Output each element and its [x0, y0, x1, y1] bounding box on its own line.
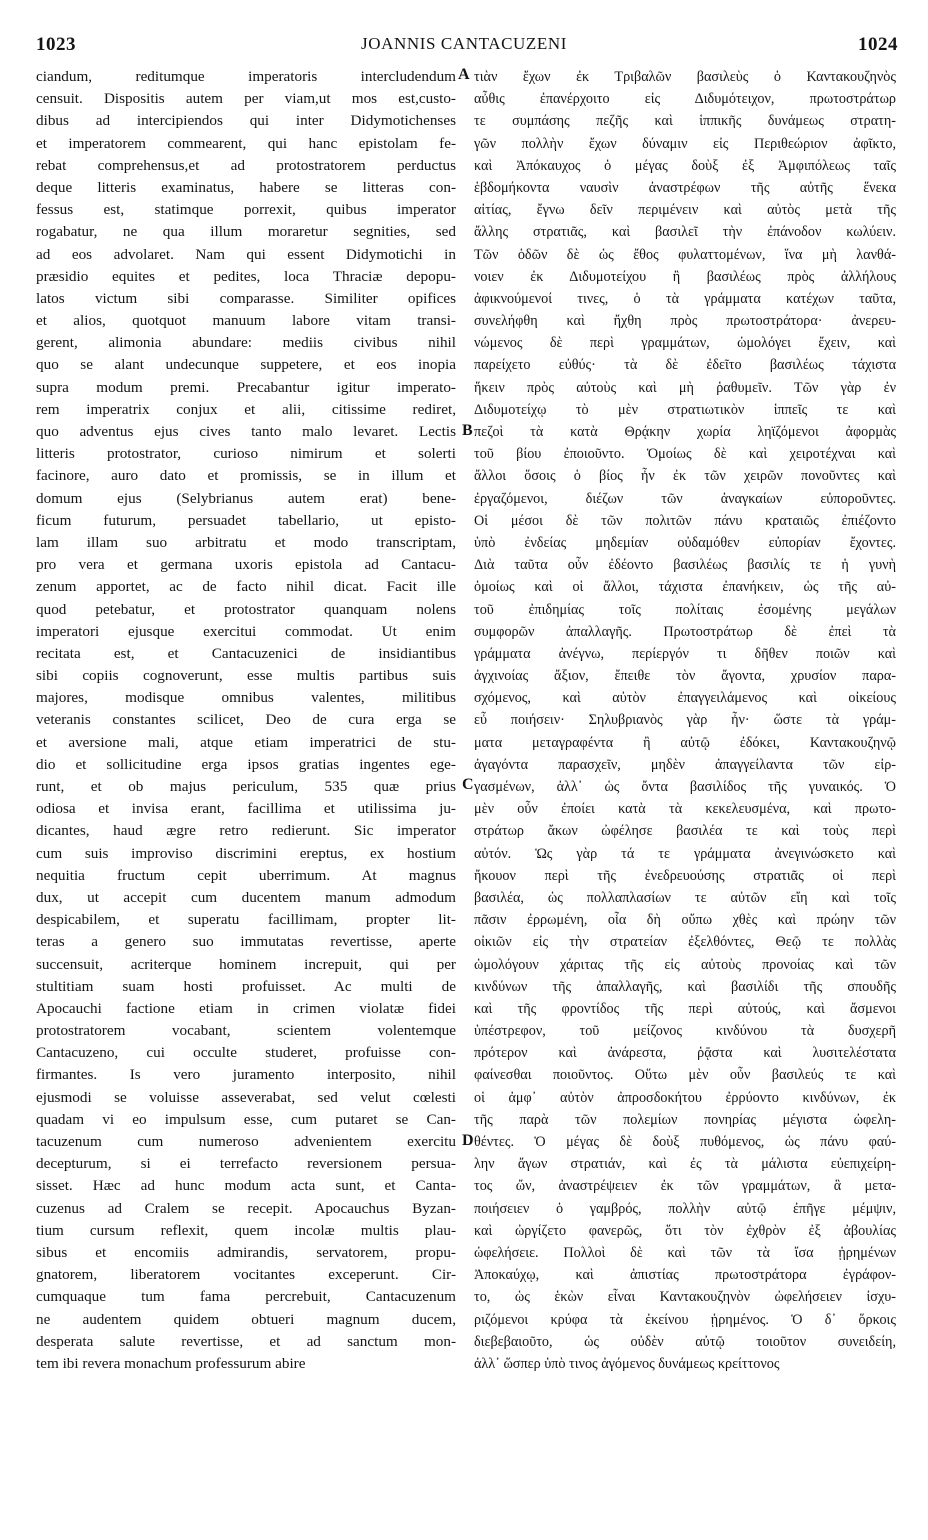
text-line: ἀλλ᾽ ὥσπερ ὑπὸ τινος ἀγόμενος δυνάμεως κρείττονος	[474, 1355, 780, 1372]
text-line: αἰτίας, ἔγνω δεῖν περιμένειν καὶ αὐτὸς μετὰ τῆς	[474, 202, 896, 219]
text-line: τος ὤν, ἀναστρέψειεν ἐκ τῶν γραμμάτων, ἃ μετα-	[474, 1178, 896, 1195]
section-marker-a: A	[458, 66, 470, 83]
text-line: et imperatorem commearent, qui hanc epistolam fe-	[36, 134, 456, 152]
text-line: ne audentem quidem obtueri magnum ducem,	[36, 1310, 456, 1328]
text-line: firmantes. Is vero juramento interposito, nihil	[36, 1066, 456, 1084]
text-line: Apocauchi factione etiam in crimen violatæ fidei	[36, 999, 456, 1017]
text-line: γράμματα ἀνέγνω, περίεργόν τι δῆθεν ποιῶν καὶ	[474, 645, 896, 662]
text-line: συνελήφθη καὶ ἤχθη πρὸς πρωτοστράτορα· ἀνερευ-	[474, 313, 896, 330]
text-line: παρείχετο εὐθύς· τὰ δὲ ἐδεῖτο βασιλέως τάχιστα	[474, 357, 896, 374]
text-line: imperatori ejusque exercitui commodat. Ut enim	[36, 622, 456, 640]
text-line: stultitiam suam hosti profuisset. Ac multi de	[36, 977, 456, 995]
text-line: Τῶν ὁδῶν δὲ ὡς ἔθος φυλαττομένων, ἵνα μὴ λανθά-	[474, 246, 896, 263]
text-line: λην ἄγων στρατιάν, καὶ ἐς τὰ μάλιστα εὐεπιχείρη-	[474, 1156, 896, 1173]
text-line: gnatorem, liberatorem vocitantes exceperunt. Cir-	[36, 1266, 456, 1284]
text-line: censuit. Dispositis autem per viam,ut mos est,custo-	[36, 90, 456, 108]
latin-column	[36, 66, 456, 1375]
text-line: litteris protostrator, curioso nimirum et solerti	[36, 445, 456, 463]
text-line: Cantacuzeno, cui occulte studeret, profuisse con-	[36, 1044, 456, 1062]
text-line: ἤκουον περὶ τῆς ἐνεδρευούσης στρατιᾶς οἱ περὶ	[474, 867, 896, 884]
text-line: νοιεν ἐκ Διδυμοτείχου ἢ βασιλέως πρὸς ἀλλήλους	[474, 268, 896, 285]
text-line: succensuit, acriterque hominem increpuit, qui per	[36, 955, 456, 973]
text-line: quo adventus ejus cives tanto malo levaret. Lectis	[36, 423, 456, 440]
text-line: teras a genero suo immutatas revertisse, aperte	[36, 933, 456, 951]
section-marker-d: D	[462, 1132, 474, 1149]
text-line: cuzenus ad Cralem se recepit. Apocauchus Byzan-	[36, 1199, 456, 1217]
text-line: ad eos advolaret. Nam qui essent Didymotichi in	[36, 245, 456, 263]
text-line: fessus est, statimque porrexit, quibus imperator	[36, 201, 456, 219]
text-line: Διδυμοτείχῳ τὸ μὲν στρατιωτικὸν ἱππεῖς τε καὶ	[474, 401, 896, 418]
text-line: οἰκιῶν εἰς τὴν στρατείαν ἐξελθόντες, Θεῷ τε πολλὰς	[474, 934, 896, 951]
text-line: μὲν οὖν ἐποίει κατὰ τὰ κεκελευσμένα, καὶ πρωτο-	[474, 801, 896, 818]
text-line: ὑπέστρεφον, τοῦ μείζονος κινδύνου τὰ δυσχερῆ	[474, 1023, 896, 1040]
text-line: ποιήσειεν ὁ γαμβρός, πολλὴν αὐτῷ ἐπῆγε μέμψιν,	[474, 1200, 896, 1217]
text-line: ejusmodi se voluisse asseverabat, sed velut cœlesti	[36, 1088, 456, 1106]
text-line: Ἀποκαύχῳ, καὶ ἀπιστίας πρωτοστράτορα ἐγράφον-	[474, 1267, 896, 1284]
page-number-left: 1023	[36, 34, 76, 55]
text-line: αὐτόν. Ὡς γὰρ τά τε γράμματα ἀνεγινώσκετο καὶ	[474, 845, 896, 862]
text-line: præsidio equites et pedites, loca Thraciæ depopu-	[36, 267, 456, 285]
text-line: θέντες. Ὁ μέγας δὲ δοὺξ πυθόμενος, ὡς πάνυ φαύ-	[474, 1134, 896, 1150]
text-line: καὶ Ἀπόκαυχος ὁ μέγας δοὺξ ἐξ Ἀμφιπόλεως ταῖς	[474, 157, 896, 174]
text-line: rem imperatrix conjux et alii, citissime rediret,	[36, 400, 456, 418]
text-line: οἱ ἀμφ᾽ αὐτὸν ἀπροσδοκήτου ἐρρύοντο κινδύνων, ἐκ	[474, 1089, 896, 1106]
text-line: συμφορῶν ἀπαλλαγῆς. Πρωτοστράτωρ δὲ ἐπεὶ τὰ	[474, 623, 896, 640]
text-line: στράτωρ ἄκων ὠφέλησε βασιλέα τε καὶ τοὺς περὶ	[474, 823, 896, 840]
text-line: το, ὡς ἑκὼν εἶναι Καντακουζηνὸν ὠφελήσειεν ἰσχυ-	[474, 1289, 896, 1306]
text-line: et alios, quotquot manuum labore vitam transi-	[36, 312, 456, 330]
text-line: ficum futurum, persuadet tabellario, ut episto-	[36, 511, 456, 529]
text-line: ὑπὸ ἐνδείας μηδεμίαν οὐδαμόθεν εὐπορίαν ἔχοντες.	[474, 534, 896, 551]
text-line: zenum apportet, ac de facto nihil dicat. Facit ille	[36, 578, 456, 596]
text-line: dux, ut accepit cum ducentem manum admodum	[36, 888, 456, 906]
text-line: odiosa et invisa erant, facillima et utilissima ju-	[36, 800, 456, 818]
text-line: εὖ ποιήσειν· Σηλυβριανὸς γὰρ ἦν· ὥστε τὰ γράμ-	[474, 712, 896, 729]
text-line: cumquaque tum fama percrebuit, Cantacuzenum	[36, 1288, 456, 1306]
text-line: quadam vi eo impulsum esse, cum putaret se Can-	[36, 1110, 456, 1128]
text-line: ἀγχινοίας ἄξιον, ἔπειθε τὸν ἄγοντα, χρυσίον παρα-	[474, 668, 896, 685]
text-line: τῆς παρὰ τῶν πολεμίων πονηρίας μέγιστα ὠφελη-	[474, 1111, 896, 1128]
page-number-right: 1024	[858, 34, 898, 55]
text-line: πεζοὶ τὰ κατὰ Θρᾴκην χωρία ληϊζόμενοι ἀφορμὰς	[474, 424, 896, 440]
text-line: τιὰν ἔχων ἐκ Τριβαλῶν βασιλεὺς ὁ Καντακουζηνὸς	[474, 69, 896, 85]
text-line: runt, et ob majus periculum, 535 quæ prius	[36, 778, 456, 795]
text-line: ἑβδομήκοντα ναυσὶν ἀναστρέφων τῆς αὐτῆς ἕνεκα	[474, 179, 896, 196]
text-line: majores, modisque omnibus valentes, militibus	[36, 689, 456, 707]
text-line: αὖθις ἐπανέρχοιτο εἰς Διδυμότειχον, πρωτοστράτωρ	[474, 91, 896, 108]
running-head: JOANNIS CANTACUZENI	[360, 34, 567, 53]
text-line: Οἱ μέσοι δὲ τῶν πολιτῶν πάνυ κραταιῶς ἐπιέζοντο	[474, 512, 896, 529]
text-line: quo se alant undecunque suppetere, et eos inopia	[36, 356, 456, 374]
text-line: ὠφελήσειε. Πολλοὶ δὲ καὶ τῶν τὰ ἴσα ᾑρημένων	[474, 1244, 896, 1261]
text-line: rebat comprehensus,et ad protostratorem perductus	[36, 156, 456, 174]
text-line: et aversione mali, atque etiam imperatrici de stu-	[36, 733, 456, 751]
text-line: πᾶσιν ἐρρωμένη, οἷα δὴ οὔπω χθὲς καὶ πρώην τῶν	[474, 912, 896, 929]
text-line: καὶ ὠργίζετο φανερῶς, ὅτι τὸν ἐχθρὸν ἐξ ἀβουλίας	[474, 1222, 896, 1239]
section-marker-b: B	[462, 422, 473, 439]
text-line: τοῦ βίου ἐποιοῦντο. Ὁμοίως δὲ καὶ χειροτέχναι καὶ	[474, 446, 896, 463]
text-line: ἐργαζόμενοι, διέζων τῶν ἀναγκαίων εὐποροῦντες.	[474, 490, 896, 507]
text-line: Διὰ ταῦτα οὖν ἐδέοντο βασιλέως βασιλίς τε ἡ γυνὴ	[474, 557, 896, 574]
text-line: protostratorem vocabant, scientem volentemque	[36, 1022, 456, 1040]
text-line: pro vera et germana uxoris epistola ad Cantacu-	[36, 556, 456, 574]
text-line: tium cursum reflexit, quem incolæ multis plau-	[36, 1221, 456, 1239]
text-line: nequitia fructum cepit uberrimum. At magnus	[36, 866, 456, 884]
text-line: sisset. Hæc ad hunc modum acta sunt, et Canta-	[36, 1177, 456, 1195]
text-line: νώμενος δὲ περὶ γραμμάτων, ὡμολόγει ἔχειν, καὶ	[474, 335, 896, 352]
text-line: τοῦ ἐπιδημίας τοῖς πολίταις ἐσομένης μεγάλων	[474, 601, 896, 618]
text-line: ἄλλοι ὅσοις ὁ βίος ἦν ἐκ τῶν χειρῶν πονοῦντες καὶ	[474, 468, 896, 485]
text-line: ciandum, reditumque imperatoris intercludendum	[36, 68, 456, 85]
text-line: dio et sollicitudine erga ipsos gratias ingentes ege-	[36, 755, 456, 773]
text-line: γασμένων, ἀλλ᾽ ὡς ὄντα βασιλίδος τῆς γυναικός. Ὁ	[474, 779, 896, 795]
text-line: καὶ τῆς φροντίδος τῆς περὶ αὐτούς, καὶ ἄσμενοι	[474, 1000, 896, 1017]
text-line: βασιλέα, ὡς πολλαπλασίων τε αὐτῶν εἴη καὶ τοῖς	[474, 889, 896, 906]
text-line: ἄλλης στρατιᾶς, καὶ βασιλεῖ τὴν ἐπάνοδον κωλύειν.	[474, 224, 896, 241]
text-line: κινδύνων τῆς ἀπαλλαγῆς, καὶ βασιλίδι τῆς σπουδῆς	[474, 978, 896, 995]
text-line: facinore, auro dato et promissis, se in illum et	[36, 467, 456, 485]
text-line: sibi copiis cognoverunt, esse multis partibus suis	[36, 667, 456, 685]
text-line: desperata salute revertisse, et ad sanctum mon-	[36, 1332, 456, 1350]
text-line: quod petebatur, et protostrator quanquam nolens	[36, 600, 456, 618]
text-line: despicabilem, et superatu facillimam, propter lit-	[36, 911, 456, 929]
text-line: διεβεβαιοῦτο, ὡς οὐδὲν αὐτῷ τοιοῦτον συνειδείη,	[474, 1333, 896, 1350]
text-line: tacuzenum cum numeroso advenientem exercitu	[36, 1133, 456, 1150]
text-line: decepturum, si ei terrefacto reversionem persua-	[36, 1155, 456, 1173]
text-line: cum suis improviso discrimini ereptus, ex hostium	[36, 844, 456, 862]
text-line: γῶν πολλὴν ἔχων δύναμιν εἰς Περιθεώριον ἀφῖκτο,	[474, 135, 896, 152]
text-line: dibus ad intercipiendos qui inter Didymotichenses	[36, 112, 456, 130]
text-line: veteranis constantes scilicet, Deo de cura erga se	[36, 711, 456, 729]
greek-column	[474, 66, 896, 1375]
text-line: tem ibi revera monachum professurum abire	[36, 1354, 306, 1372]
text-line: latos victum sibi comparasse. Similiter opifices	[36, 289, 456, 307]
text-line: ὁμοίως καὶ οἱ ἄλλοι, τάχιστα ἐπανήκειν, ὡς τῆς αὐ-	[474, 579, 896, 596]
text-line: sibus et encomiis admirandis, servatorem, propu-	[36, 1243, 456, 1261]
text-line: ἀφικνούμενοί τινες, ὁ τὰ γράμματα κατέχων ταῦτα,	[474, 290, 896, 307]
text-line: σχόμενος, καὶ αὐτὸν ἐπαγγειλάμενος καὶ οἰκείους	[474, 690, 896, 707]
text-line: recitata est, et Cantacuzenici de insidiantibus	[36, 644, 456, 662]
text-line: ὡμολόγουν χάριτας τῆς εἰς αὐτοὺς προνοίας καὶ τῶν	[474, 956, 896, 973]
text-line: dicantes, haud ægre retro redierunt. Sic imperator	[36, 822, 456, 840]
text-line: ριζόμενοι κρύφα τὰ ἐκείνου ᾑρημένος. Ὁ δ᾽ ὅρκοις	[474, 1311, 896, 1328]
text-line: φαίνεσθαι ποιοῦντος. Οὕτω μὲν οὖν βασιλεύς τε καὶ	[474, 1067, 896, 1084]
text-line: πρότερον καὶ ἀνάρεστα, ῥᾷστα καὶ λυσιτελέστατα	[474, 1045, 896, 1062]
text-line: domum ejus (Selybrianus autem erat) bene-	[36, 489, 456, 507]
text-line: lam illam suo arbitratu et modo transcriptam,	[36, 533, 456, 551]
text-line: gerent, alimonia abundare: mediis civibus nihil	[36, 334, 456, 352]
text-line: deque litteris examinatus, habere se litteras con-	[36, 178, 456, 196]
section-marker-c: C	[462, 776, 474, 793]
text-line: ἥκειν πρὸς αὐτοὺς καὶ μὴ ῥαθυμεῖν. Τῶν γὰρ ἐν	[474, 379, 896, 396]
text-line: ματα μεταγραφέντα ἢ αὐτῷ ἐδόκει, Καντακουζηνῷ	[474, 734, 896, 751]
text-line: τε συμπάσης πεζῆς καὶ ἱππικῆς δυνάμεως στρατη-	[474, 113, 896, 130]
text-line: ἀγαγόντα παρασχεῖν, μηδὲν ἀπαγγείλαντα τῶν εἰρ-	[474, 756, 896, 773]
text-line: rogabatur, ne qua illum moraretur segnities, sed	[36, 223, 456, 241]
text-line: supra modum premi. Precabantur igitur imperato-	[36, 378, 456, 396]
